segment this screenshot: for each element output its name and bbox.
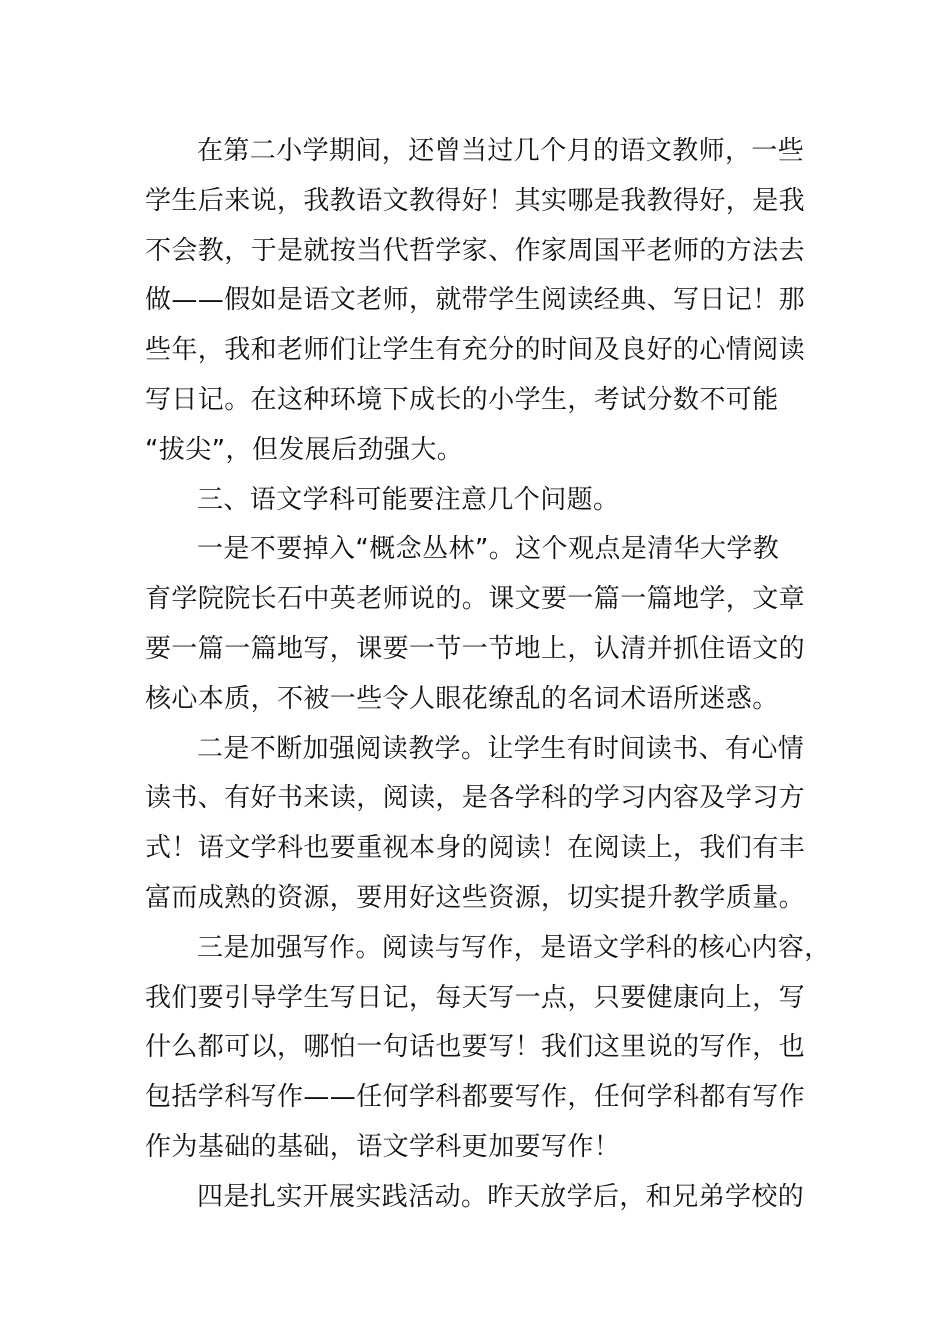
text-line: 读书、有好书来读，阅读，是各学科的学习内容及学习方 xyxy=(145,783,806,814)
document-body xyxy=(145,127,831,1223)
text-line: 什么都可以，哪怕一句话也要写！我们这里说的写作，也 xyxy=(145,1032,806,1063)
text-line: 三是加强写作。阅读与写作，是语文学科的核心内容， xyxy=(197,932,831,963)
text-line: 富而成熟的资源，要用好这些资源，切实提升教学质量。 xyxy=(145,882,806,913)
text-line: 不会教，于是就按当代哲学家、作家周国平老师的方法去 xyxy=(145,235,806,266)
text-line: 式！语文学科也要重视本身的阅读！在阅读上，我们有丰 xyxy=(145,833,806,864)
text-line: 一是不要掉入“概念丛林”。这个观点是清华大学教 xyxy=(197,534,780,565)
text-line: 做——假如是语文老师，就带学生阅读经典、写日记！那 xyxy=(145,285,806,316)
text-line: 在第二小学期间，还曾当过几个月的语文教师，一些 xyxy=(197,136,805,166)
text-line: 些年，我和老师们让学生有充分的时间及良好的心情阅读 xyxy=(145,335,806,366)
text-line: “拔尖”，但发展后劲强大。 xyxy=(145,434,464,465)
text-line: 二是不断加强阅读教学。让学生有时间读书、有心情 xyxy=(197,733,805,764)
text-line: 四是扎实开展实践活动。昨天放学后，和兄弟学校的 xyxy=(197,1181,805,1212)
text-line: 核心本质，不被一些令人眼花缭乱的名词术语所迷惑。 xyxy=(145,683,779,714)
section-heading: 三、语文学科可能要注意几个问题。 xyxy=(197,484,620,515)
text-line: 写日记。在这种环境下成长的小学生，考试分数不可能 xyxy=(145,384,779,415)
text-line: 学生后来说，我教语文教得好！其实哪是我教得好，是我 xyxy=(145,185,806,216)
text-line: 育学院院长石中英老师说的。课文要一篇一篇地学，文章 xyxy=(145,584,806,615)
text-line: 我们要引导学生写日记，每天写一点，只要健康向上，写 xyxy=(145,982,806,1013)
text-line: 要一篇一篇地写，课要一节一节地上，认清并抓住语文的 xyxy=(145,633,806,664)
text-line: 包括学科写作——任何学科都要写作，任何学科都有写作 xyxy=(145,1082,806,1113)
text-line: 作为基础的基础，语文学科更加要写作！ xyxy=(145,1131,621,1162)
